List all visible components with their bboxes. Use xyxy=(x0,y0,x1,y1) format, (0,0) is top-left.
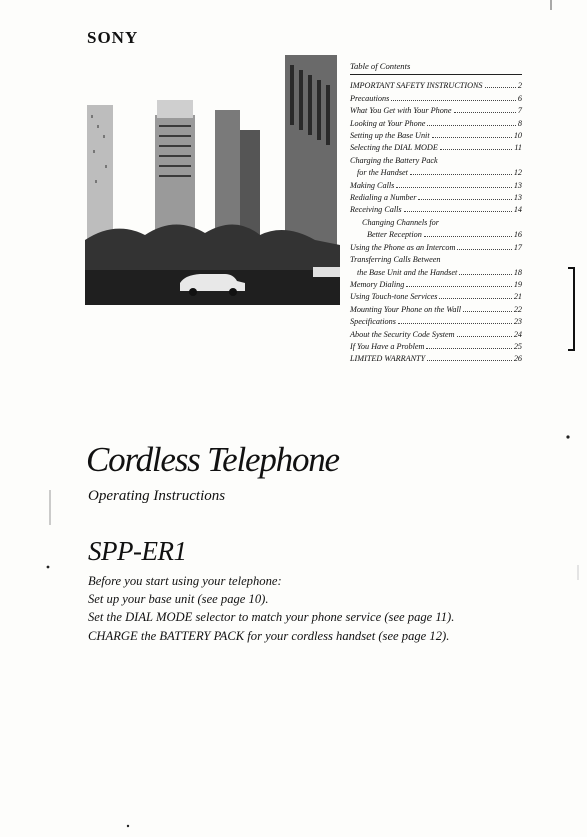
toc-entry-title: Specifications xyxy=(350,317,396,327)
document-title: Cordless Telephone xyxy=(86,440,339,479)
toc-entry-title: What You Get with Your Phone xyxy=(350,106,452,116)
toc-entry-page: 8 xyxy=(517,118,522,128)
instruction-line: Set up your base unit (see page 10). xyxy=(88,592,269,607)
toc-entry-title: Charging the Battery Pack xyxy=(350,155,438,165)
toc-entry-page: 6 xyxy=(517,93,522,103)
toc-entry-title: Better Reception xyxy=(367,230,422,240)
toc-entry-title: Using the Phone as an Intercom xyxy=(350,242,456,252)
toc-entry-page: 13 xyxy=(513,180,522,190)
toc-entry-title: Precautions xyxy=(350,93,390,103)
toc-entry-title: If You Have a Problem xyxy=(350,341,425,351)
toc-entry-page: 2 xyxy=(517,81,522,91)
toc-entry-page: 7 xyxy=(517,106,522,116)
toc-entry-page: 25 xyxy=(513,341,522,351)
toc-entry-title: Making Calls xyxy=(350,180,395,190)
toc-entry-page: 13 xyxy=(513,193,522,203)
toc-entry-title: Redialing a Number xyxy=(350,193,417,203)
toc-entry-page: 26 xyxy=(513,354,522,364)
instruction-line: Set the DIAL MODE selector to match your phone service (see page 11). xyxy=(88,610,455,625)
toc-entry-title: for the Handset xyxy=(357,168,408,178)
toc-entry-title: Looking at Your Phone xyxy=(350,118,426,128)
toc-heading: Table of Contents xyxy=(350,60,522,75)
brand-logo: SONY xyxy=(87,28,139,47)
model-number: SPP-ER1 xyxy=(88,536,187,566)
toc-entry-page: 23 xyxy=(513,317,522,327)
toc-entry-page: 17 xyxy=(513,242,522,252)
toc-entry-title: the Base Unit and the Handset xyxy=(357,267,458,277)
toc-entry-page: 14 xyxy=(513,205,522,215)
toc-entry-page: 12 xyxy=(513,168,522,178)
toc-entry-page: 10 xyxy=(513,131,522,141)
toc-entry-title: Mounting Your Phone on the Wall xyxy=(350,304,462,314)
toc-entry-title: Changing Channels for xyxy=(362,217,439,227)
toc-entry-title: LIMITED WARRANTY xyxy=(350,354,426,364)
toc-entry-page: 18 xyxy=(513,267,522,277)
instruction-line: Before you start using your telephone: xyxy=(88,574,282,588)
toc-entry-title: Using Touch-tone Services xyxy=(350,292,438,302)
instruction-line: CHARGE the BATTERY PACK for your cordless handset (see page 12). xyxy=(88,628,450,643)
toc-entry-page: 21 xyxy=(513,292,522,302)
toc-entry-title: Memory Dialing xyxy=(350,279,405,289)
toc-entry-page: 22 xyxy=(513,304,522,314)
toc-entry-title: Transferring Calls Between xyxy=(350,255,441,265)
toc-entry-title: Receiving Calls xyxy=(350,205,402,215)
toc-entry-page: 24 xyxy=(513,329,522,339)
toc-entry-title: IMPORTANT SAFETY INSTRUCTIONS xyxy=(350,81,483,91)
toc-entry-title: About the Security Code System xyxy=(350,329,455,339)
toc-entry-page: 11 xyxy=(514,143,522,153)
toc-entry-page: 19 xyxy=(513,279,522,289)
toc-entry-title: Setting up the Base Unit xyxy=(350,131,430,141)
document-subtitle: Operating Instructions xyxy=(88,488,226,504)
toc-entry-page: 16 xyxy=(513,230,522,240)
toc-entry-title: Selecting the DIAL MODE xyxy=(350,143,438,153)
